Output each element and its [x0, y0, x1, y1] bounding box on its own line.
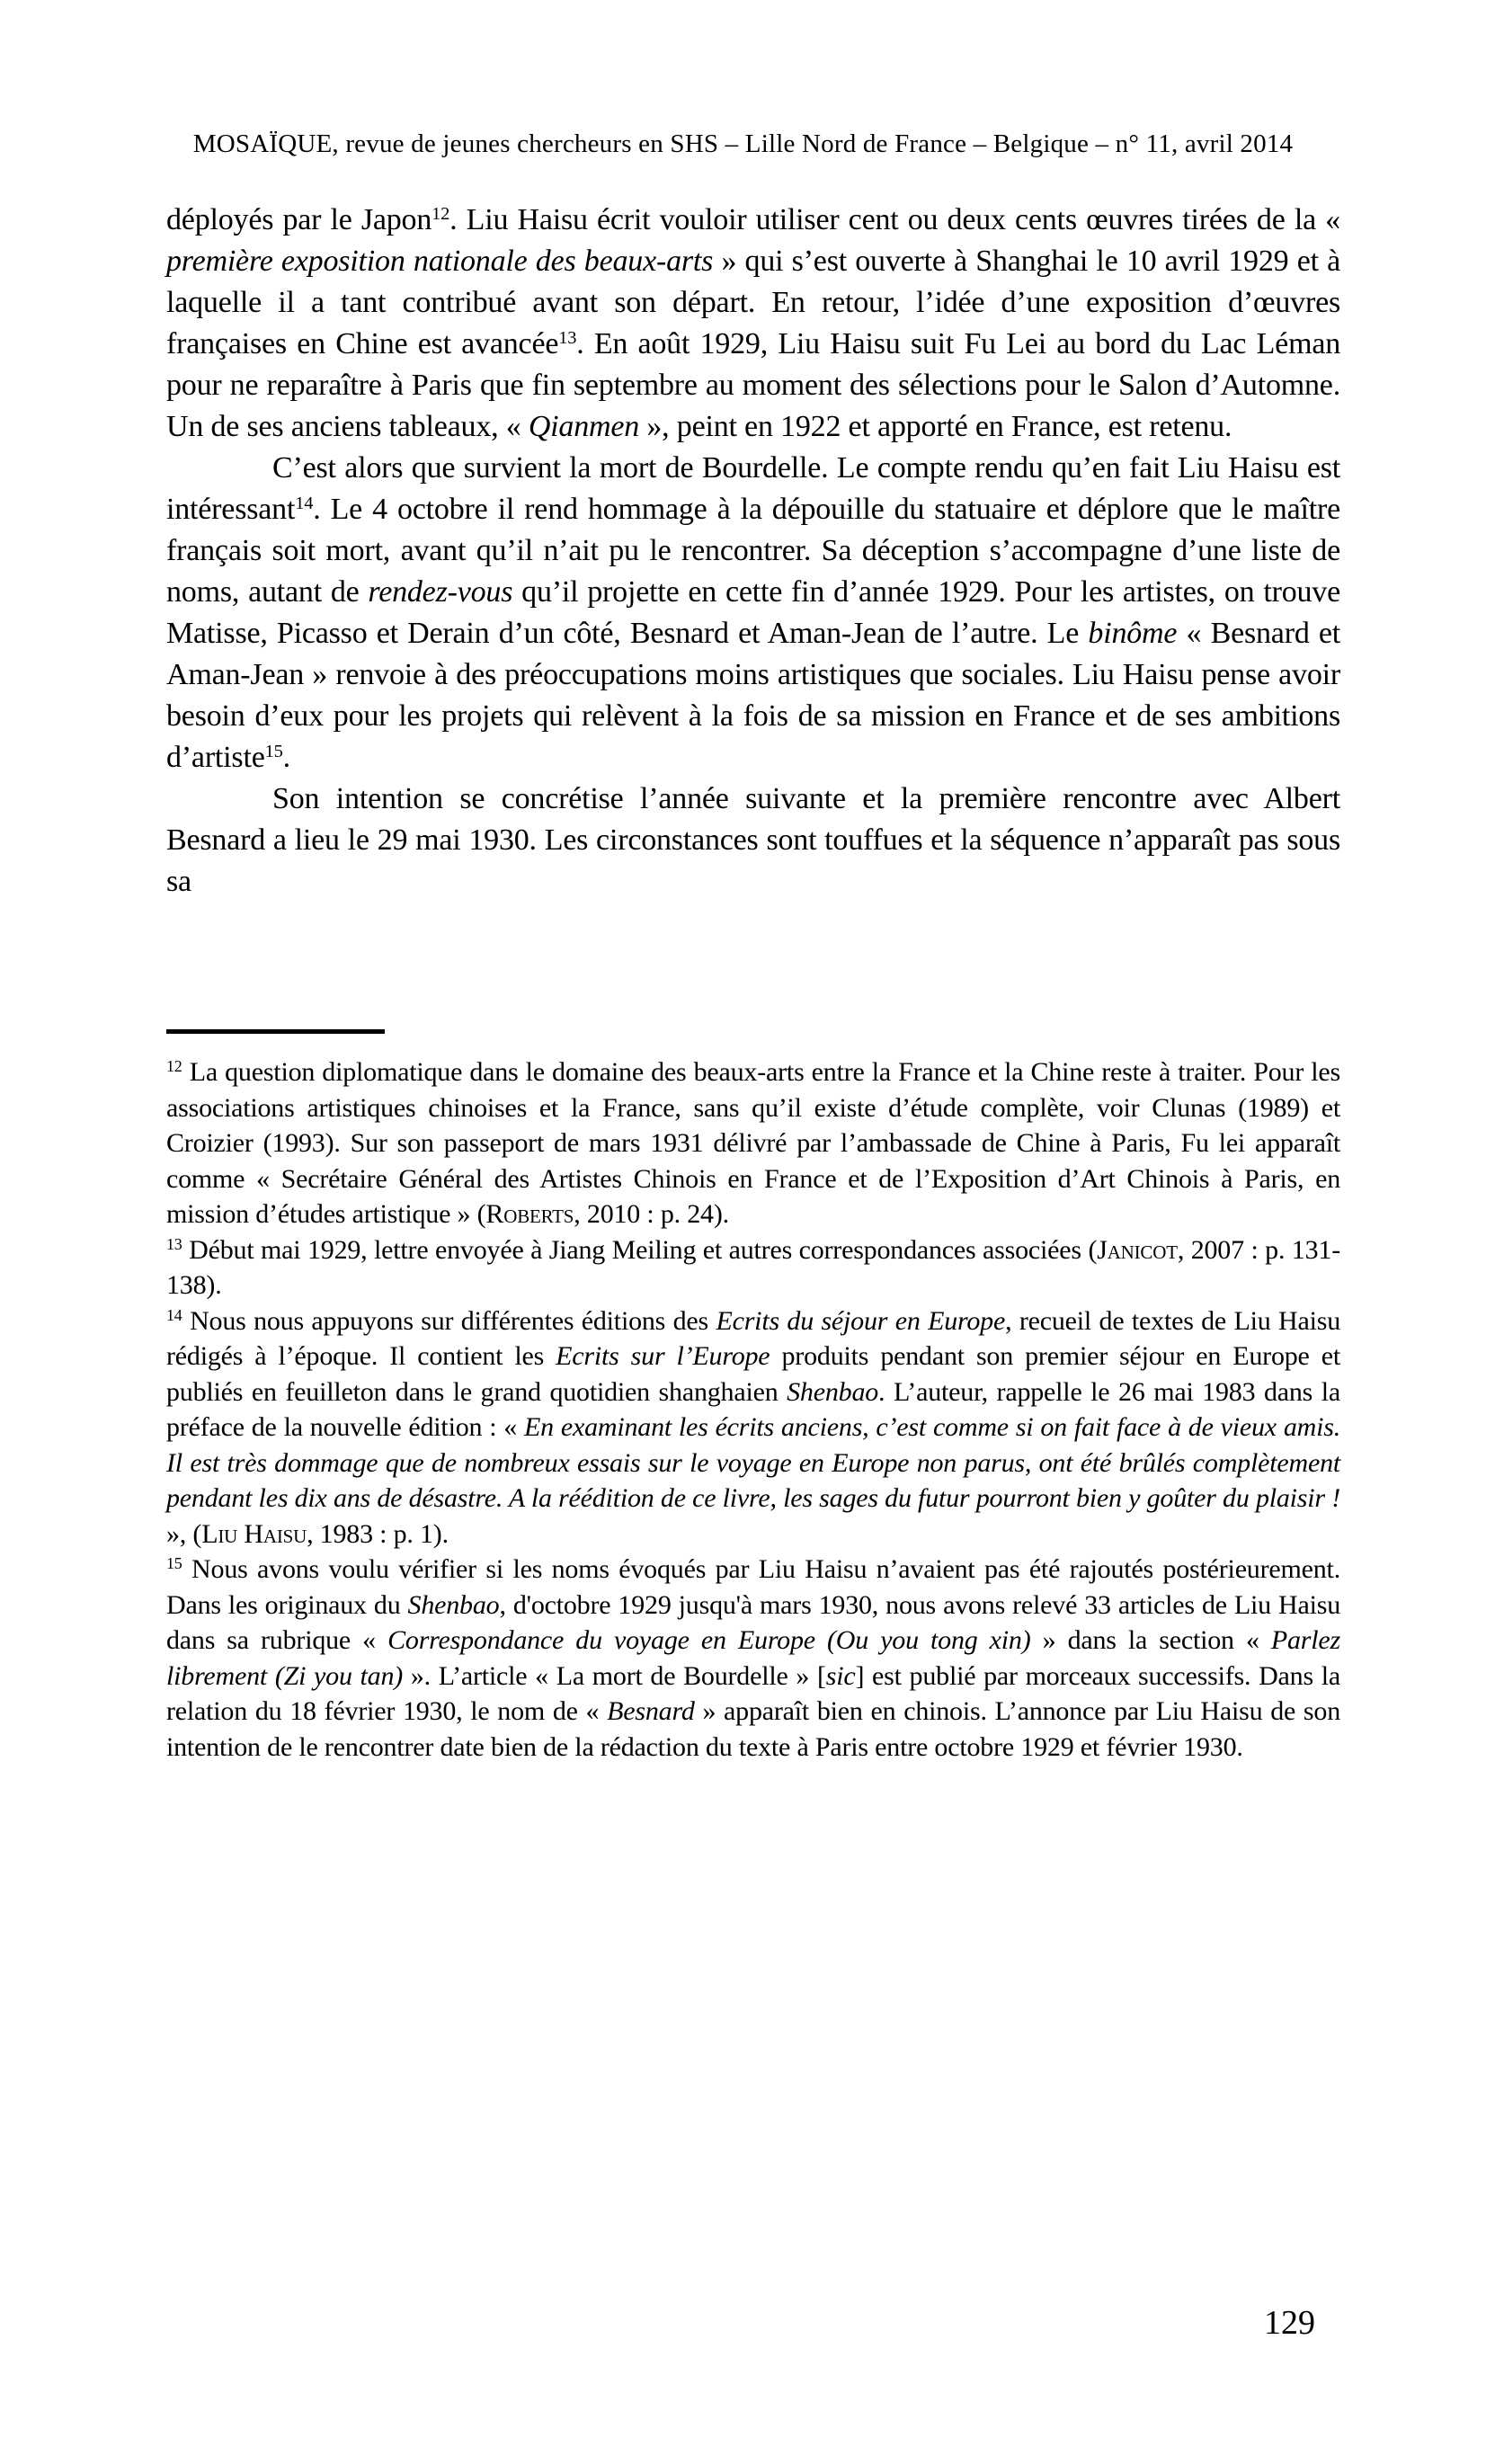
- superscript-note-ref: 14: [166, 1305, 182, 1324]
- text-run: sic: [825, 1660, 856, 1691]
- text-run: C’est alors que survient la mort de Bourdelle. Le compte rendu qu’en fait Liu Haisu est intéressant: [166, 451, 1340, 526]
- text-run: , 2010 : p. 24).: [574, 1199, 729, 1229]
- text-run: Correspondance du voyage en Europe (Ou you tong xin): [387, 1625, 1031, 1655]
- text-run: Nous nous appuyons sur différentes éditions des: [182, 1305, 716, 1336]
- footnote: [166, 1552, 1340, 1765]
- text-run: ». L’article « La mort de Bourdelle » [: [403, 1660, 826, 1691]
- text-run: . Le 4 octobre il rend hommage à la dépouille du statuaire et déplore que le maître français soit mort, avant qu’il n’ait pu le rencontrer. Sa déception s’accompagne d’une liste de noms, autant de: [166, 493, 1340, 609]
- text-run: Besnard: [607, 1696, 695, 1726]
- text-run: binôme: [1088, 617, 1178, 650]
- footnotes-section: [166, 1054, 1340, 1765]
- text-run: « Besnard et Aman-Jean » renvoie à des préoccupations moins artistiques que sociales. Liu Haisu pense avoir besoin d’eux pour les projets qui relèvent à la fois de sa mission en France et de ses ambitions d’artiste: [166, 617, 1341, 774]
- text-run: .: [282, 741, 290, 774]
- text-run: ] est publié par morceaux successifs. Dans la relation du 18 février 1930, le nom de «: [166, 1660, 1340, 1726]
- body-paragraph: [166, 448, 1340, 778]
- text-run: » apparaît bien en chinois. L’annonce par Liu Haisu de son intention de le rencontrer date bien de la rédaction du texte à Paris entre octobre 1929 et février 1930.: [166, 1696, 1341, 1762]
- text-run: Début mai 1929, lettre envoyée à Jiang Meiling et autres correspondances associées (: [182, 1234, 1098, 1265]
- footnote: [166, 1303, 1340, 1552]
- text-run: Ecrits sur l’Europe: [556, 1341, 770, 1371]
- superscript-note-ref: 15: [264, 741, 283, 761]
- superscript-note-ref: 13: [558, 327, 577, 348]
- text-run: En examinant les écrits anciens, c’est comme si on fait face à de vieux amis. Il est très dommage que de nombreux essais sur le voyage en Europe non parus, ont été brûlés complètement pendant les dix ans de désastre. A la réédition de ce livre, les sages du futur pourront bien y goûter du plaisir !: [166, 1412, 1340, 1513]
- text-run: Janicot: [1097, 1234, 1178, 1265]
- text-run: Shenbao: [787, 1376, 879, 1407]
- body-paragraph: [166, 778, 1340, 903]
- text-run: Shenbao: [407, 1589, 500, 1620]
- text-run: . L’auteur, rappelle le 26 mai 1983 dans la préface de la nouvelle édition : «: [166, 1376, 1340, 1442]
- text-run: Son intention se concrétise l’année suivante et la première rencontre avec Albert Besnard a lieu le 29 mai 1930. Les circonstances sont touffues et la séquence n’apparaît pas sous sa: [166, 782, 1340, 898]
- text-run: qu’il projette en cette fin d’année 1929. Pour les artistes, on trouve Matisse, Picasso et Derain d’un côté, Besnard et Aman-Jean de l’autre. Le: [166, 575, 1340, 650]
- page-number: 129: [1264, 2304, 1315, 2342]
- text-run: Ecrits du séjour en Europe: [716, 1305, 1006, 1336]
- text-run: , 2007 : p. 131-138).: [166, 1234, 1340, 1300]
- superscript-note-ref: 13: [166, 1234, 182, 1253]
- text-run: » dans la section «: [1030, 1625, 1271, 1655]
- text-run: Qianmen: [528, 410, 640, 443]
- text-run: première exposition nationale des beaux-arts: [166, 245, 714, 278]
- text-run: , d'octobre 1929 jusqu'à mars 1930, nous avons relevé 33 articles de Liu Haisu dans sa rubrique «: [166, 1589, 1340, 1655]
- text-run: Nous avons voulu vérifier si les noms évoqués par Liu Haisu n’avaient pas été rajoutés postérieurement. Dans les originaux du: [166, 1554, 1340, 1620]
- text-run: . En août 1929, Liu Haisu suit Fu Lei au bord du Lac Léman pour ne reparaître à Paris que fin septembre au moment des sélections pour le Salon d’Automne. Un de ses anciens tableaux, «: [166, 327, 1341, 443]
- footnote: [166, 1232, 1340, 1303]
- text-run: Parlez librement (Zi you tan): [166, 1625, 1340, 1691]
- text-run: rendez-vous: [368, 575, 513, 609]
- body-text: [166, 200, 1340, 903]
- page-content: [166, 200, 1340, 1765]
- body-paragraph: [166, 200, 1340, 448]
- text-run: » qui s’est ouverte à Shanghai le 10 avril 1929 et à laquelle il a tant contribué avant son départ. En retour, l’idée d’une exposition d’œuvres françaises en Chine est avancée: [166, 245, 1340, 360]
- text-run: produits pendant son premier séjour en Europe et publiés en feuilleton dans le grand quotidien shanghaien: [166, 1341, 1340, 1407]
- text-run: , recueil de textes de Liu Haisu rédigés à l’époque. Il contient les: [166, 1305, 1341, 1371]
- text-run: Roberts: [485, 1199, 574, 1229]
- text-run: . Liu Haisu écrit vouloir utiliser cent ou deux cents œuvres tirées de la «: [449, 203, 1340, 236]
- footnote: [166, 1054, 1340, 1232]
- text-run: , 1983 : p. 1).: [307, 1518, 449, 1549]
- text-run: », (: [166, 1518, 202, 1549]
- superscript-note-ref: 12: [166, 1057, 182, 1076]
- text-run: Liu Haisu: [201, 1518, 307, 1549]
- text-run: », peint en 1922 et apporté en France, est retenu.: [639, 410, 1232, 443]
- superscript-note-ref: 12: [432, 203, 450, 224]
- text-run: déployés par le Japon: [166, 203, 432, 236]
- superscript-note-ref: 14: [295, 493, 314, 513]
- superscript-note-ref: 15: [166, 1554, 182, 1573]
- text-run: La question diplomatique dans le domaine des beaux-arts entre la France et la Chine reste à traiter. Pour les associations artistiques chinoises et la France, sans qu’il existe d’étude complète, voir Clunas (1989) et Croizier (1993). Sur son passeport de mars 1931 délivré par l’ambassade de Chine à Paris, Fu lei apparaît comme « Secrétaire Général des Artistes Chinois en France et de l’Exposition d’Art Chinois à Paris, en mission d’études artistique » (: [166, 1057, 1340, 1229]
- journal-running-head: MOSAÏQUE, revue de jeunes chercheurs en SHS – Lille Nord de France – Belgique – n° 11, avril 2014: [192, 129, 1294, 158]
- footnote-separator: [166, 1029, 385, 1034]
